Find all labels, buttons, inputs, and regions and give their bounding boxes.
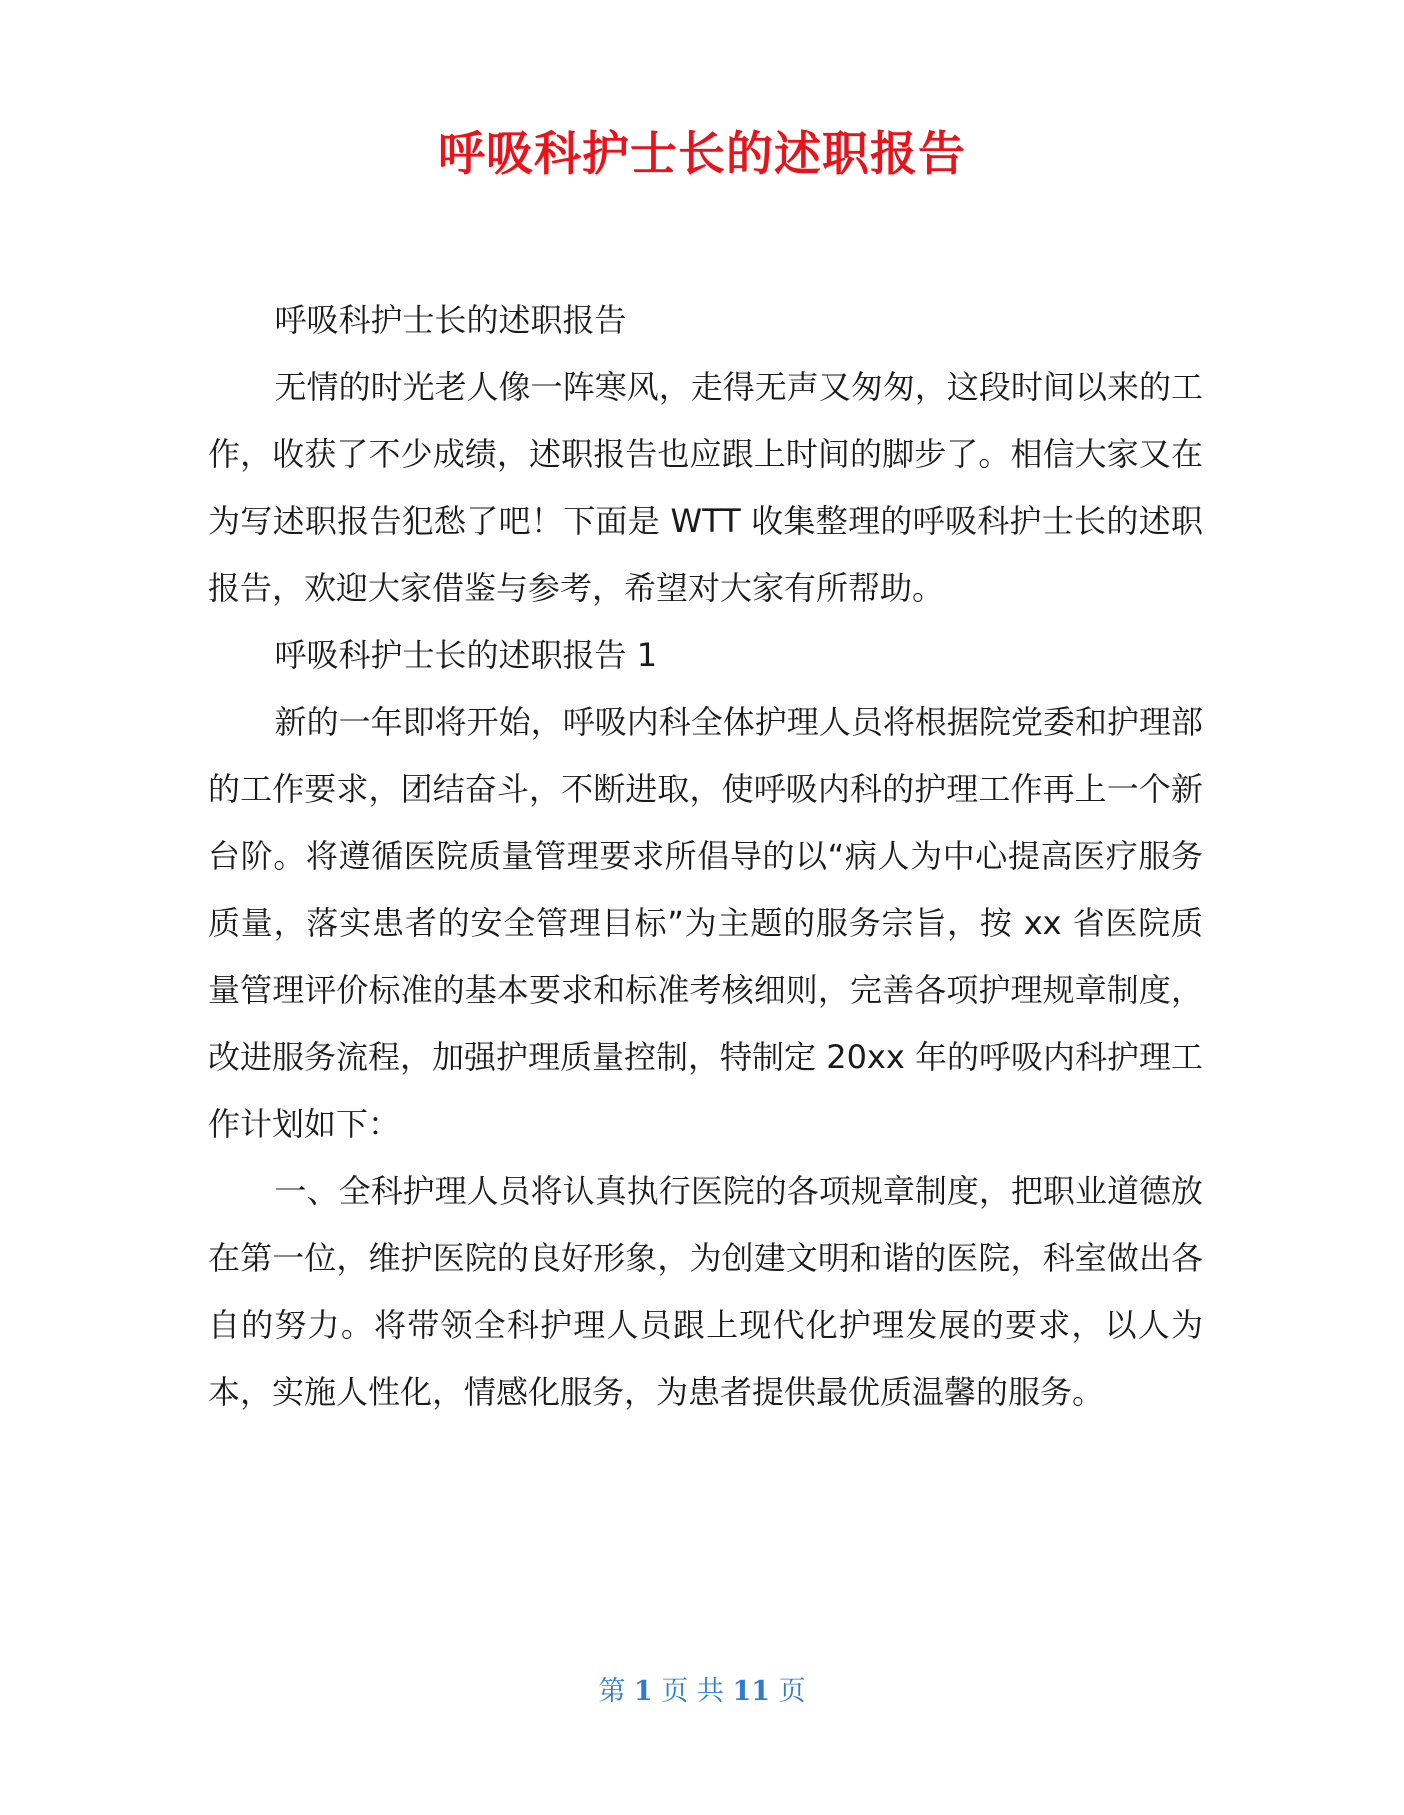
paragraph-intro: 无情的时光老人像一阵寒风，走得无声又匆匆，这段时间以来的工作，收获了不少成绩，述职报告也应跟上时间的脚步了。相信大家又在为写述职报告犯愁了吧！下面是 WTT 收集整理的呼吸科护士长的述职报告，欢迎大家借鉴与参考，希望对大家有所帮助。 <box>208 368 1203 607</box>
footer-prefix: 第 <box>598 1676 626 1707</box>
paragraph-item-one: 一、全科护理人员将认真执行医院的各项规章制度，把职业道德放在第一位，维护医院的良好形象，为创建文明和谐的医院，科室做出各自的努力。将带领全科护理人员跟上现代化护理发展的要求，以人为本，实施人性化，情感化服务，为患者提供最优质温馨的服务。 <box>208 1172 1203 1411</box>
paragraph-plan-overview: 新的一年即将开始，呼吸内科全体护理人员将根据院党委和护理部的工作要求，团结奋斗，不断进取，使呼吸内科的护理工作再上一个新台阶。将遵循医院质量管理要求所倡导的以“病人为中心提高医疗服务质量，落实患者的安全管理目标”为主题的服务宗旨，按 xx 省医院质量管理评价标准的基本要求和标准考核细则，完善各项护理规章制度，改进服务流程，加强护理质量控制，特制定 20xx 年的呼吸内科护理工作计划如下： <box>208 703 1203 1143</box>
document-body <box>208 287 1203 1426</box>
footer-current-page: 1 <box>633 1676 653 1707</box>
footer-middle: 页 共 <box>661 1676 724 1707</box>
footer-suffix: 页 <box>778 1676 806 1707</box>
document-title: 呼吸科护士长的述职报告 <box>438 127 966 182</box>
page-number-footer <box>0 1672 1404 1712</box>
paragraph-section-heading: 呼吸科护士长的述职报告 1 <box>274 636 658 674</box>
paragraph-subtitle: 呼吸科护士长的述职报告 <box>274 301 627 339</box>
footer-total-pages: 11 <box>732 1676 771 1707</box>
